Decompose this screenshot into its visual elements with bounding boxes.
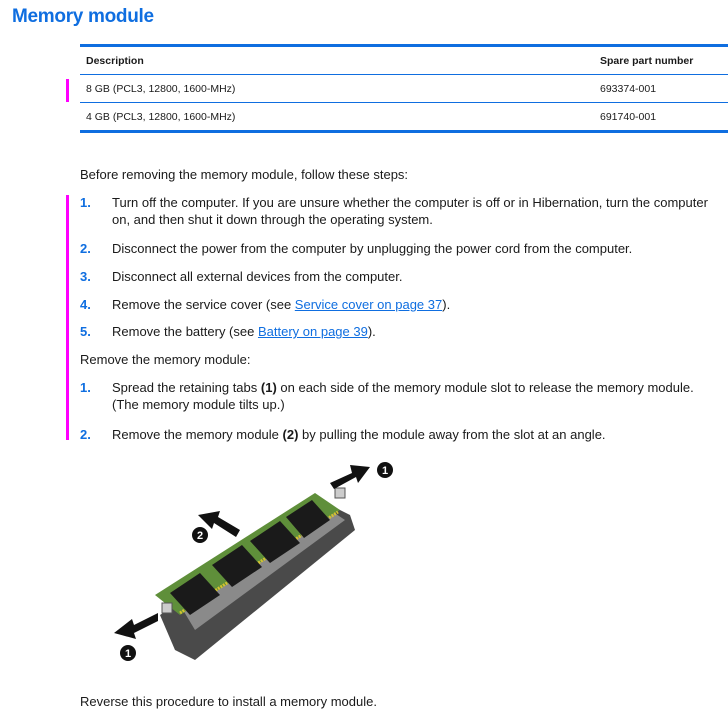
step-text-after: ). [367, 324, 376, 339]
step-number: 2. [80, 241, 91, 256]
change-bar [66, 79, 69, 102]
step-text-after: ). [442, 297, 451, 312]
step-number: 3. [80, 269, 91, 284]
step-text: Turn off the computer. If you are unsure whether the computer is off or in Hibernation, turn the computer on, and then shut it down through the operating system. [112, 195, 708, 227]
memory-module-illustration [100, 455, 420, 680]
step-text-before: Remove the memory module [112, 427, 283, 442]
service-cover-link[interactable]: Service cover on page 37 [294, 297, 443, 312]
retaining-tab [162, 603, 172, 613]
intro-text: Before removing the memory module, follow these steps: [80, 167, 409, 182]
step-text: Disconnect the power from the computer by unplugging the power cord from the computer. [112, 241, 633, 256]
callout-ref: (1) [260, 380, 277, 395]
header-description: Description [86, 55, 144, 67]
step-text-before: Remove the service cover (see [112, 297, 295, 312]
callout-label: 1 [124, 648, 132, 660]
step-number: 4. [80, 297, 91, 312]
cell-description: 8 GB (PCL3, 12800, 1600-MHz) [86, 83, 236, 95]
page-title: Memory module [12, 6, 154, 27]
step-number: 1. [80, 380, 91, 395]
table-header-row [80, 47, 728, 75]
battery-link[interactable]: Battery on page 39 [257, 324, 368, 339]
step-text: Disconnect all external devices from the computer. [112, 269, 403, 284]
table-row [80, 75, 728, 103]
step-number: 1. [80, 195, 91, 210]
callout-ref: (2) [282, 427, 299, 442]
step-text-after: on each side of the memory module slot to release the memory module. (The memory module tilts up.) [112, 380, 694, 412]
step-text-before: Remove the battery (see [112, 324, 258, 339]
table-row [80, 103, 728, 133]
step-number: 2. [80, 427, 91, 442]
step-text [112, 323, 722, 340]
change-bar [66, 195, 69, 440]
step-text [112, 296, 722, 313]
step-text [112, 379, 722, 413]
callout-label: 1 [381, 465, 389, 477]
remove-heading: Remove the memory module: [80, 352, 251, 367]
callout-label: 2 [196, 530, 204, 542]
arrow-1-left-icon [114, 613, 158, 639]
arrow-1-right-icon [330, 465, 370, 489]
step-text [112, 426, 722, 443]
step-text-after: by pulling the module away from the slot at an angle. [298, 427, 606, 442]
header-spare-part: Spare part number [600, 55, 694, 67]
retaining-tab [335, 488, 345, 498]
outro-text: Reverse this procedure to install a memory module. [80, 694, 377, 709]
step-number: 5. [80, 324, 91, 339]
cell-description: 4 GB (PCL3, 12800, 1600-MHz) [86, 111, 236, 123]
cell-part-number: 691740-001 [600, 111, 657, 123]
step-text-before: Spread the retaining tabs [112, 380, 261, 395]
cell-part-number: 693374-001 [600, 83, 657, 95]
